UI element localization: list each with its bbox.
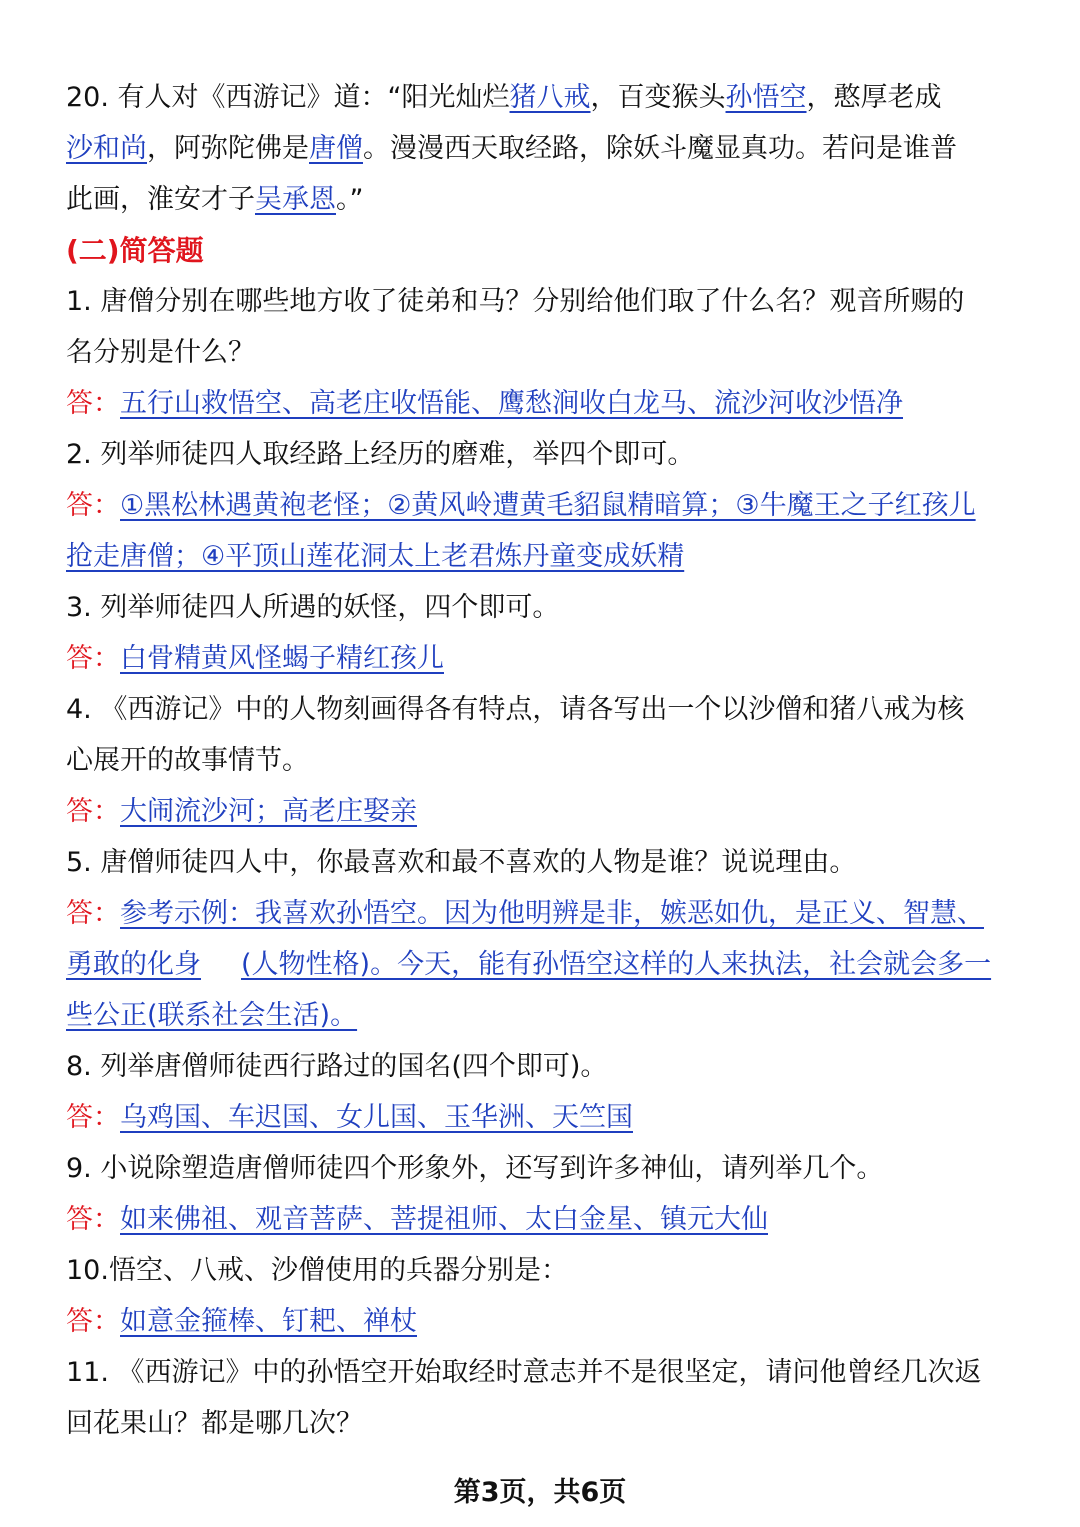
q20-fill-blank: 沙和尚 — [66, 133, 147, 164]
q9-question: 9. 小说除塑造唐僧师徒四个形象外，还写到许多神仙，请列举几个。 — [66, 1153, 884, 1184]
q10-answer — [66, 1296, 1026, 1347]
q3-question: 3. 列举师徒四人所遇的妖怪，四个即可。 — [66, 592, 560, 623]
q20-text: 此画，淮安才子 — [66, 184, 255, 215]
answer-prefix: 答： — [66, 490, 120, 521]
q10-question: 10.悟空、八戒、沙僧使用的兵器分别是： — [66, 1255, 568, 1286]
answer-prefix: 答： — [66, 643, 120, 674]
answer-prefix: 答： — [66, 898, 120, 929]
answer-text: 参考示例：我喜欢孙悟空。因为他明辨是非，嫉恶如仇，是正义、智慧、 — [120, 898, 984, 929]
page-number: 第3页，共6页 — [453, 1477, 627, 1508]
answer-text: 五行山救悟空、高老庄收悟能、鹰愁涧收白龙马、流沙河收沙悟净 — [120, 388, 903, 419]
q4-answer — [66, 786, 1026, 837]
q1-question-line-1: 1. 唐僧分别在哪些地方收了徒弟和马？分别给他们取了什么名？观音所赐的 — [66, 286, 965, 317]
q20-text: 20. 有人对《西游记》道：“阳光灿烂 — [66, 82, 510, 113]
q5-answer-line-2 — [66, 939, 1026, 990]
q11-question-line-1: 11. 《西游记》中的孙悟空开始取经时意志并不是很坚定，请问他曾经几次返 — [66, 1357, 982, 1388]
q2-answer-line-1 — [66, 480, 1026, 531]
q4-question-line-2: 心展开的故事情节。 — [66, 745, 309, 776]
answer-prefix: 答： — [66, 1306, 120, 1337]
q20-fill-blank: 猪八戒 — [509, 82, 591, 113]
answer-text: 如来佛祖、观音菩萨、菩提祖师、太白金星、镇元大仙 — [120, 1204, 768, 1235]
q5-answer-line-1 — [66, 888, 1026, 939]
q1-answer — [66, 378, 1026, 429]
answer-prefix: 答： — [66, 796, 120, 827]
q2-question: 2. 列举师徒四人取经路上经历的磨难，举四个即可。 — [66, 439, 695, 470]
q1-question-line-2: 名分别是什么？ — [66, 337, 255, 368]
section-title: (二)简答题 — [66, 234, 204, 267]
q20-text: ，百变猴头 — [590, 82, 726, 113]
answer-text: 乌鸡国、车迟国、女儿国、玉华洲、天竺国 — [120, 1102, 633, 1133]
q4-question-line-1: 4. 《西游记》中的人物刻画得各有特点，请各写出一个以沙僧和猪八戒为核 — [66, 694, 965, 725]
q2-answer-line-2 — [66, 531, 1026, 582]
answer-text: 白骨精黄风怪蝎子精红孩儿 — [120, 643, 444, 674]
q20-fill-blank: 孙悟空 — [725, 82, 807, 113]
answer-text: 抢走唐僧；④平顶山莲花洞太上老君炼丹童变成妖精 — [66, 541, 685, 572]
q20-fill-blank: 唐僧 — [309, 133, 363, 164]
answer-text: 大闹流沙河；高老庄娶亲 — [120, 796, 417, 827]
answer-prefix: 答： — [66, 388, 120, 419]
q20-line-3 — [66, 174, 1026, 225]
answer-prefix: 答： — [66, 1102, 120, 1133]
answer-text: (人物性格)。今天，能有孙悟空这样的人来执法，社会就会多一 — [241, 949, 992, 980]
q20-text: ，憨厚老成 — [806, 82, 942, 113]
q20-fill-blank: 吴承恩 — [255, 184, 336, 215]
q20-text: ，阿弥陀佛是 — [147, 133, 309, 164]
q5-question: 5. 唐僧师徒四人中，你最喜欢和最不喜欢的人物是谁？说说理由。 — [66, 847, 857, 878]
q8-question: 8. 列举唐僧师徒西行路过的国名(四个即可)。 — [66, 1051, 608, 1082]
q20-text: 。” — [336, 184, 364, 215]
q20-line-1 — [66, 72, 1026, 123]
q3-answer — [66, 633, 1026, 684]
q9-answer — [66, 1194, 1026, 1245]
answer-prefix: 答： — [66, 1204, 120, 1235]
q5-answer-line-3 — [66, 990, 1026, 1041]
answer-text: 勇敢的化身 — [66, 949, 201, 980]
q11-question-line-2: 回花果山？都是哪几次？ — [66, 1408, 363, 1439]
q20-line-2 — [66, 123, 1026, 174]
q8-answer — [66, 1092, 1026, 1143]
answer-text: 如意金箍棒、钉耙、禅杖 — [120, 1306, 417, 1337]
answer-text: ①黑松林遇黄袍老怪；②黄风岭遭黄毛貂鼠精暗算；③牛魔王之子红孩儿 — [120, 490, 976, 521]
answer-text: 些公正(联系社会生活)。 — [66, 1000, 358, 1031]
q20-text: 。漫漫西天取经路，除妖斗魔显真功。若问是谁普 — [363, 133, 957, 164]
